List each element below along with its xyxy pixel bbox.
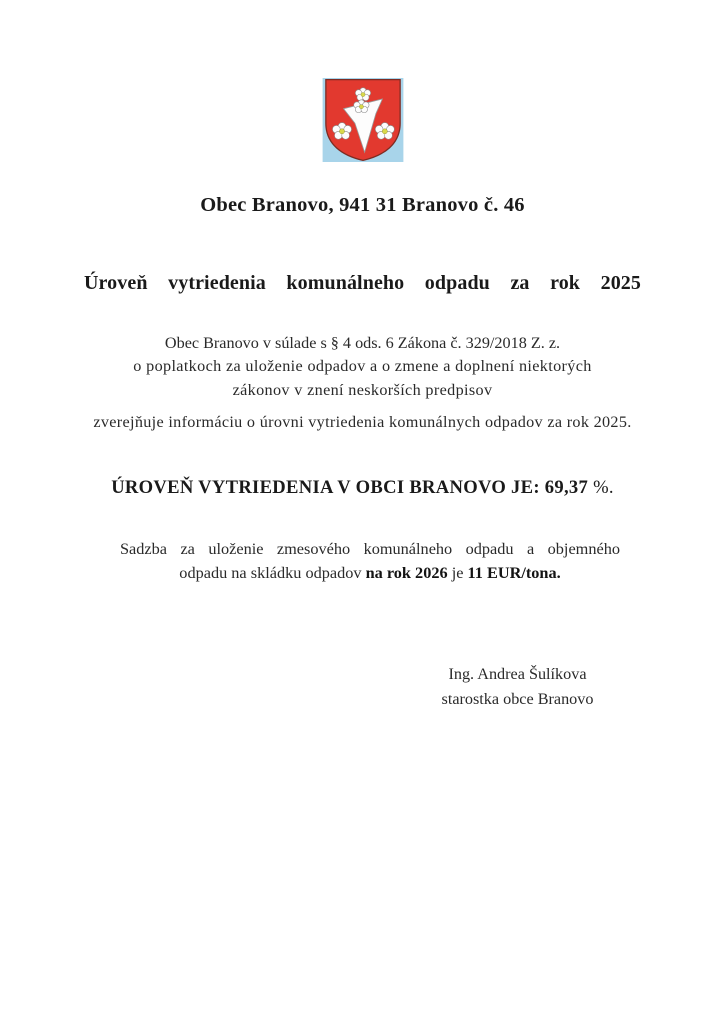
landfill-rate-prefix: odpadu na skládku odpadov <box>179 563 366 583</box>
coat-of-arms-branovo-icon <box>322 78 404 162</box>
separation-level-percent-suffix: %. <box>588 477 614 498</box>
landfill-rate-line-2 <box>120 561 620 585</box>
separation-level-label: ÚROVEŇ VYTRIEDENIA V OBCI BRANOVO JE: 69,37 <box>111 477 589 498</box>
legal-reference-line-2: o poplatkoch za uloženie odpadov a o zmene a doplnení niektorých <box>133 357 592 376</box>
landfill-rate-line-1: Sadzba za uloženie zmesového komunálneho odpadu a objemného <box>120 539 620 558</box>
legal-reference-line-1: Obec Branovo v súlade s § 4 ods. 6 Zákona č. 329/2018 Z. z. <box>164 334 561 352</box>
landfill-rate-year: na rok 2026 <box>365 563 448 583</box>
landfill-rate-paragraph <box>120 537 620 586</box>
signature-block <box>395 662 640 712</box>
organization-address-line: Obec Branovo, 941 31 Branovo č. 46 <box>200 194 525 216</box>
page-title: Úroveň vytriedenia komunálneho odpadu za rok 2025 <box>84 272 641 294</box>
publication-statement: zverejňuje informáciu o úrovni vytriedenia komunálnych odpadov za rok 2025. <box>93 413 632 431</box>
signatory-position: starostka obce Branovo <box>441 690 594 709</box>
coat-of-arms-container <box>0 78 725 162</box>
flower-icon <box>355 88 370 101</box>
flower-icon <box>353 100 368 113</box>
landfill-rate-mid: je <box>447 563 468 583</box>
legal-reference-paragraph <box>0 332 725 402</box>
signatory-name: Ing. Andrea Šulíkova <box>448 665 587 683</box>
landfill-rate-amount: 11 EUR/tona. <box>467 563 561 583</box>
separation-level-statement <box>0 476 725 500</box>
legal-reference-line-3: zákonov v znení neskorších predpisov <box>232 380 493 399</box>
